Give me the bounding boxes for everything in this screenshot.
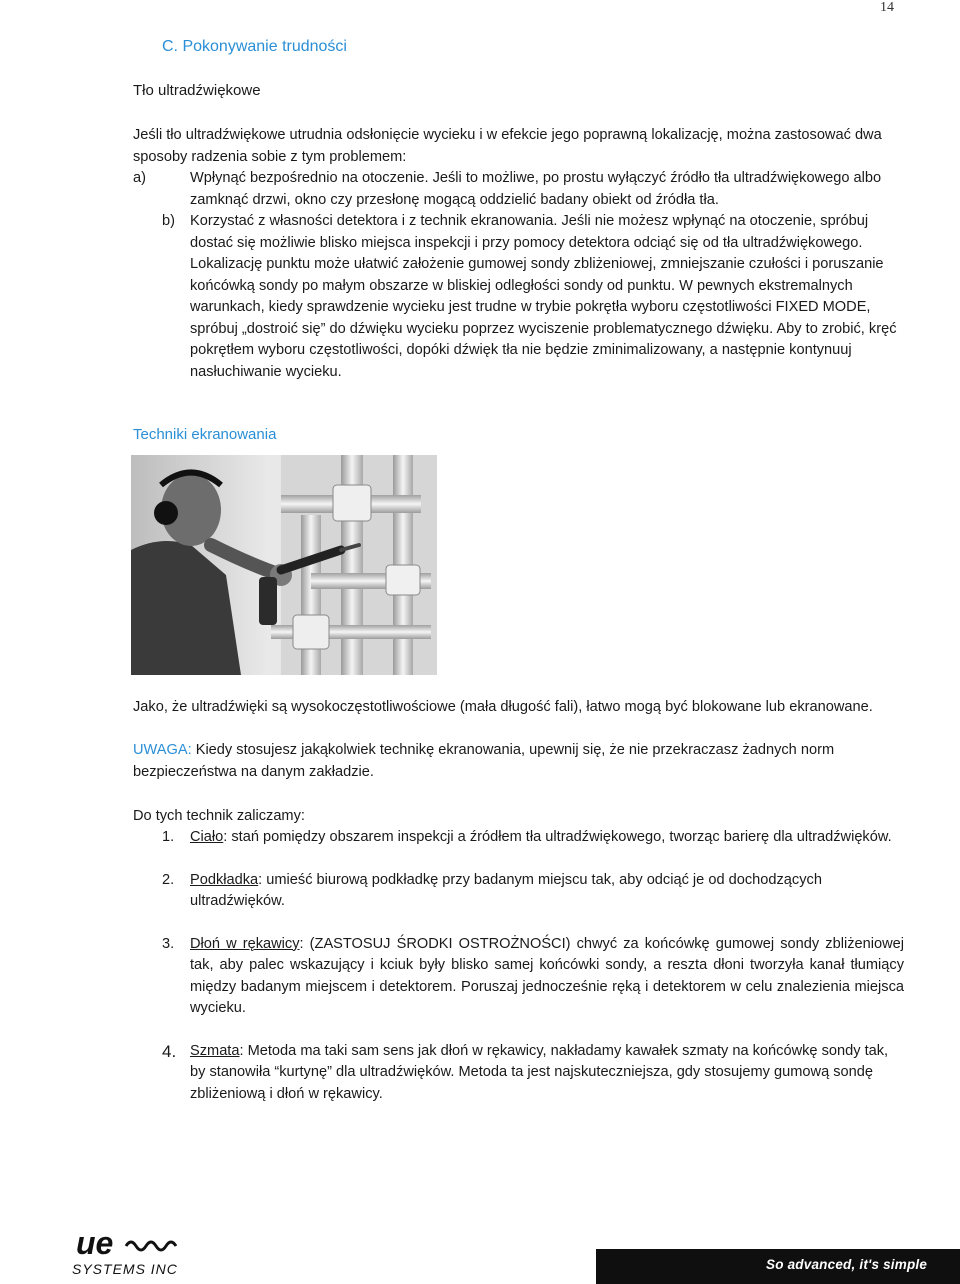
- photo-illustration: [131, 455, 437, 675]
- option-b-text: [190, 211, 903, 383]
- logo-subtext: SYSTEMS INC: [72, 1261, 178, 1277]
- shielding-paragraph: Jako, że ultradźwięki są wysokoczęstotliwościowe (mała długość fali), łatwo mogą być blokowane lub ekranowane.: [133, 699, 873, 715]
- warning-paragraph: [133, 740, 903, 783]
- technique-item: [162, 1041, 904, 1106]
- technique-text: [190, 934, 904, 1020]
- technique-marker: 1.: [162, 829, 175, 845]
- techniques-intro: Do tych technik zaliczamy:: [133, 808, 305, 824]
- ue-systems-logo: [70, 1226, 200, 1278]
- page-number: 14: [880, 0, 894, 15]
- warning-label: UWAGA:: [133, 742, 192, 758]
- logo-mark: [70, 1226, 200, 1278]
- section-heading: C. Pokonywanie trudności: [162, 38, 347, 55]
- techniques-list: [162, 827, 904, 1126]
- technique-item: [162, 870, 904, 913]
- option-a-lead: Wpłynąć bezpośrednio na otoczenie.: [190, 170, 429, 186]
- logo-text: ue: [76, 1226, 114, 1261]
- technique-term: Dłoń w rękawicy: [190, 935, 300, 952]
- technique-term: Podkładka: [190, 871, 259, 888]
- technique-desc: : (ZASTOSUJ ŚRODKI OSTROŻNOŚCI) chwyć za końcówkę gumowej sondy zbliżeniowej tak, aby palec wskazujący i kciuk były blisko samej końcówki sondy, a reszta dłoni tworzyła kanał tłumiący między badanym miejscem i detektorem. Poruszaj jednocześnie ręką i detektorem w celu znalezienia miejsca wycieku.: [190, 935, 904, 1016]
- technique-text: [190, 870, 904, 913]
- footer-slogan: So advanced, it's simple: [766, 1257, 928, 1272]
- technique-term: Szmata: [190, 1042, 240, 1059]
- option-b-marker: b): [162, 213, 175, 229]
- technique-item: [162, 827, 904, 849]
- technique-term: Ciało: [190, 829, 224, 845]
- intro-paragraph: Jeśli tło ultradźwiękowe utrudnia odsłonięcie wycieku i w efekcie jego poprawną lokalizację, można zastosować dwa sposoby radzenia sobie z tym problemem:: [133, 127, 882, 165]
- subheading-shielding: Techniki ekranowania: [133, 426, 277, 443]
- warning-text: Kiedy stosujesz jakąkolwiek technikę ekranowania, upewnij się, że nie przekraczasz żadnych norm bezpieczeństwa na danym zakładzie.: [133, 742, 835, 780]
- technique-desc: : stań pomiędzy obszarem inspekcji a źródłem tła ultradźwiękowego, tworząc barierę dla ultradźwięków.: [223, 829, 892, 845]
- option-b-body: Jeśli nie możesz wpłynąć na otoczenie, spróbuj dostać się możliwie blisko miejsca inspekcji i przy pomocy detektora odciąć się od tła ultradźwiękowego. Lokalizację punktu może ułatwić założenie gumowej sondy zbliżeniowej, zmniejszanie czułości i poruszanie końcówką sondy po małym obszarze w bliskiej odległości sondy od punktu. W pewnych ekstremalnych warunkach, kiedy sprawdzenie wycieku jest trudne w trybie pokrętła wyboru częstotliwości FIXED MODE, spróbuj „dostroić się” do dźwięku wycieku poprzez wyciszenie problematycznego dźwięku. Aby to zrobić, kręć pokrętłem wyboru częstotliwości, dopóki dźwięk tła nie będzie zminimalizowany, a następnie kontynuuj nasłuchiwanie wycieku.: [190, 213, 897, 380]
- technique-text: [190, 1041, 904, 1106]
- technique-desc: : Metoda ma taki sam sens jak dłoń w rękawicy, nakładamy kawałek szmaty na końcówkę sondy tak, by stanowiła “kurtynę” dla ultradźwięków. Metoda ta jest najskuteczniejsza, gdy stosujemy gumową sondę zbliżeniową i dłoń w rękawicy.: [190, 1042, 889, 1102]
- photo-technician-inspection: [131, 455, 437, 675]
- option-a-body: Jeśli to możliwe, po prostu wyłączyć źródło tła ultradźwiękowego albo zamknąć drzwi, okno czy przesłonę mogącą oddzielić badany obiekt od źródła tła.: [190, 170, 882, 208]
- subheading-background: Tło ultradźwiękowe: [133, 82, 261, 99]
- options-list: [133, 168, 903, 383]
- technique-desc: : umieść biurową podkładkę przy badanym miejscu tak, aby odciąć je od dochodzących ultradźwięków.: [190, 871, 822, 909]
- technique-item: [162, 934, 904, 1020]
- option-b: [133, 211, 903, 383]
- technique-text: [190, 827, 904, 849]
- technique-marker: 2.: [162, 871, 175, 888]
- option-a: [133, 168, 903, 211]
- option-b-lead: Korzystać z własności detektora i z technik ekranowania.: [190, 213, 558, 229]
- technique-marker: 3.: [162, 935, 175, 952]
- option-a-text: [190, 168, 903, 211]
- technique-marker: 4.: [162, 1041, 177, 1061]
- option-a-marker: a): [133, 170, 146, 186]
